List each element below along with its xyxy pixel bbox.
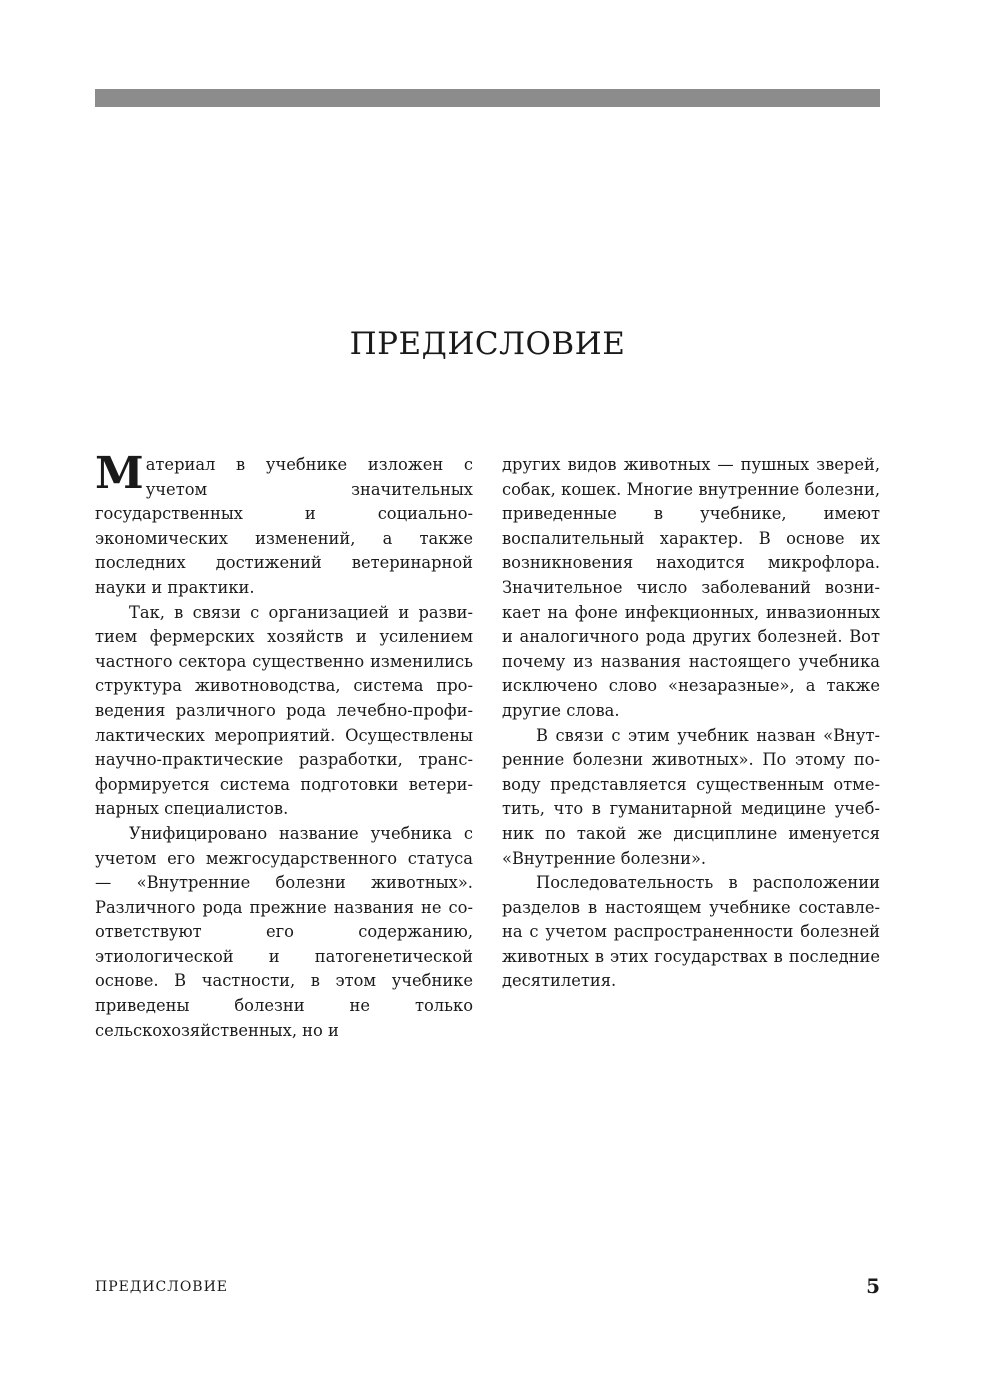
paragraph: Унифицировано название учебника с учетом его межгосударственного статуса — «Внутренние болезни животных». Различного рода прежние названия не соответствуют его содержанию, этиологической и патогенетической основе. В частности, в этом учебнике приведены болезни не только сельскохозяйственных, но и [95,823,473,1040]
paragraph: Последовательность в расположении разделов в настоящем учебнике составлена с учетом распространенности болезней животных в этих государствах в последние десятилетия. [502,873,880,991]
paragraph [95,448,473,601]
paragraph-text: атериал в учебнике изложен с учетом значительных государственных и социально-экономических изменений, а также последних достижений ветеринарной науки и практики. [95,455,473,597]
text-column-right [502,453,880,994]
text-column-left [95,448,473,1043]
running-footer: ПРЕДИСЛОВИЕ [95,1279,229,1295]
chapter-title: ПРЕДИСЛОВИЕ [349,326,626,362]
paragraph: Так, в связи с организацией и развитием фермерских хозяйств и усилением частного сектора существенно изменились структура животноводства, система проведения различного рода лечебно-профилактических мероприятий. Осуществлены научно-практические разработки, трансформируется система подготовки ветеринарных специалистов. [95,602,473,819]
drop-cap: М [95,448,144,499]
paragraph: других видов животных — пушных зверей, собак, кошек. Многие внутренние болезни, приведенные в учебнике, имеют воспалительный характер. В основе их возникновения находится микрофлора. Значительное число заболеваний возникает на фоне инфекционных, инвазионных и аналогичного рода других болезней. Вот почему из названия настоящего учебника исключено слово «незаразные», а также другие слова. [502,455,880,720]
paragraph: В связи с этим учебник назван «Внутренние болезни животных». По этому поводу представляется существенным отметить, что в гуманитарной медицине учебник по такой же дисциплине именуется «Внутренние болезни». [502,725,880,868]
page-number: 5 [866,1274,880,1298]
header-rule [95,89,880,107]
